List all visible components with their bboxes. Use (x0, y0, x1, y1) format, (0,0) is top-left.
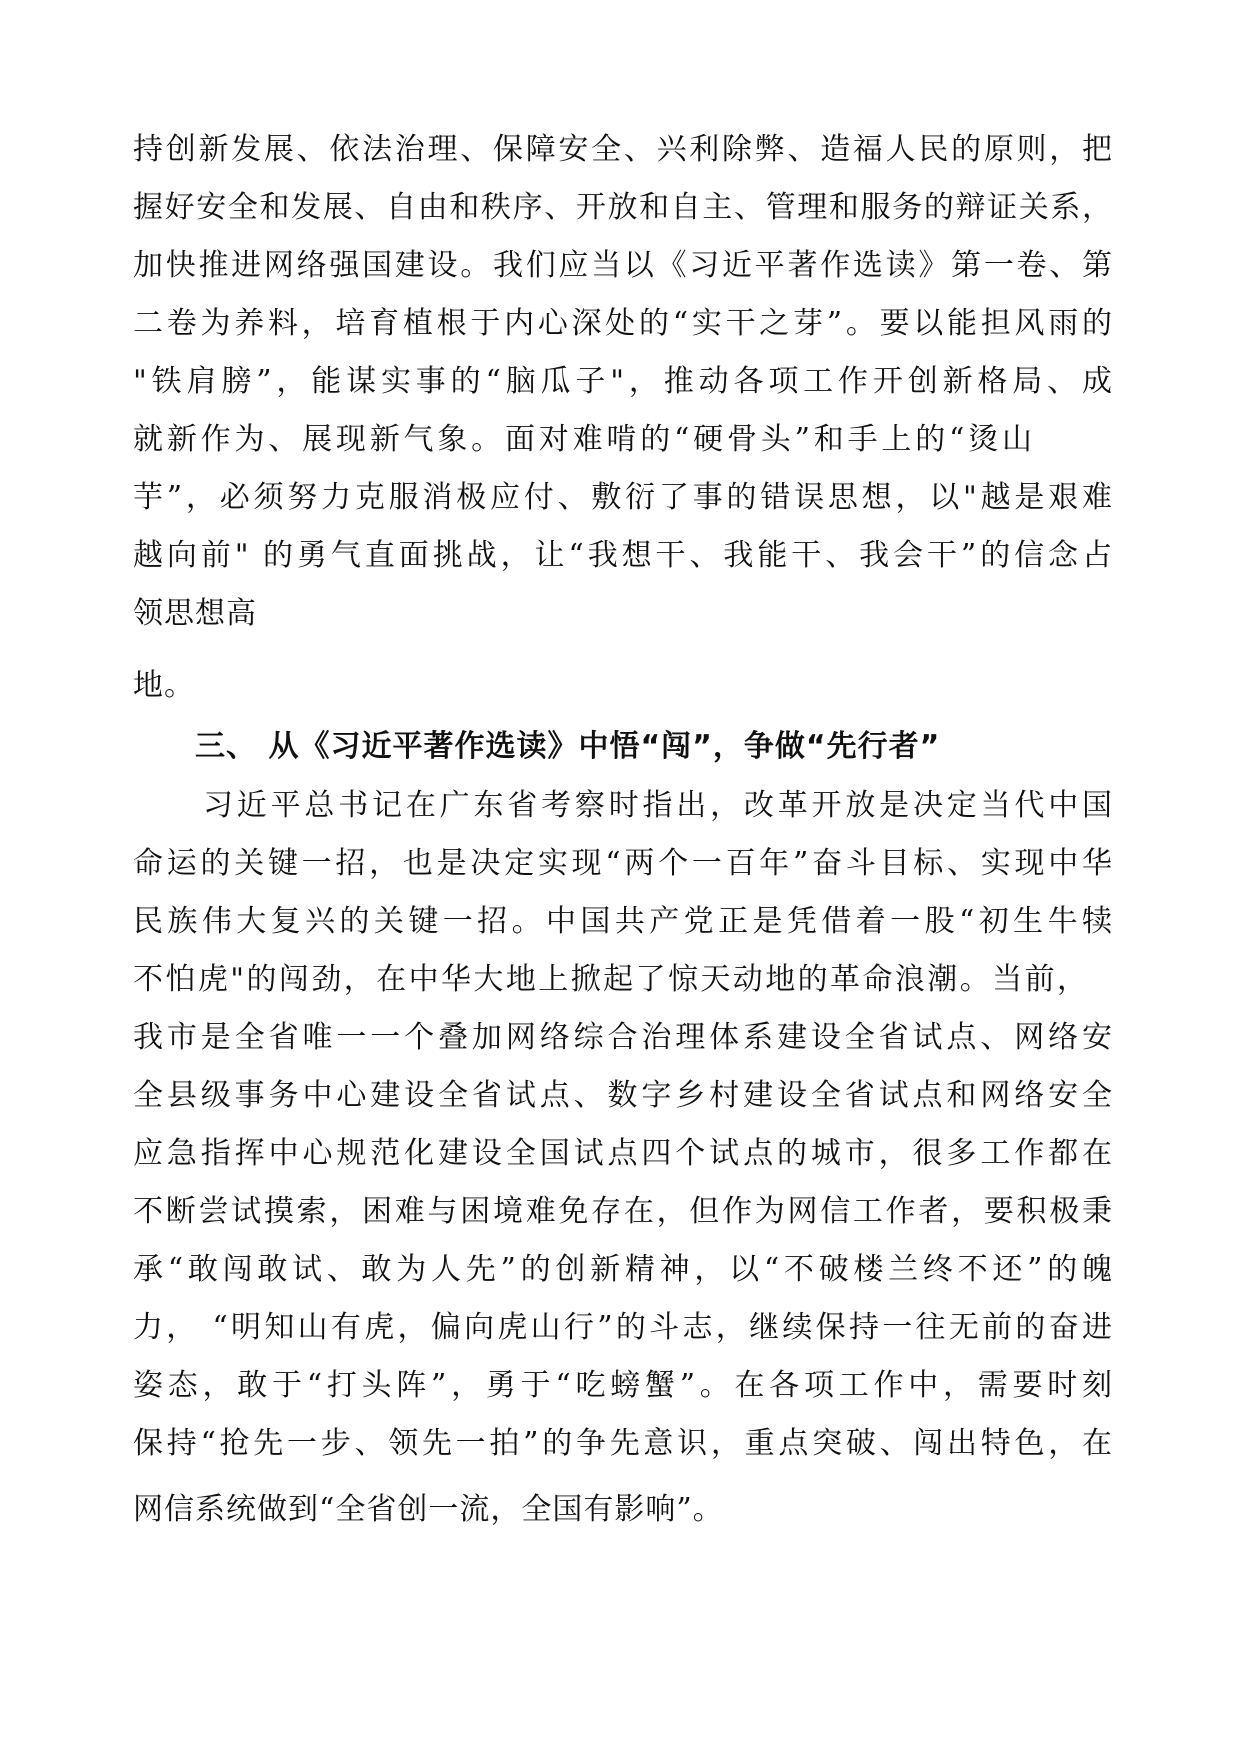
paragraph-2-line: 应急指挥中心规范化建设全国试点四个试点的城市，很多工作都在 (133, 1136, 1113, 1171)
paragraph-2-line: 网信系统做到“全省创一流，全国有影响”。 (133, 1492, 724, 1527)
paragraph-1-line: 领思想高 (133, 596, 257, 631)
paragraph-2-line: 民族伟大复兴的关键一招。中国共产党正是凭借着一股“初生牛犊 (133, 904, 1113, 939)
paragraph-1-line: 握好安全和发展、自由和秩序、开放和自主、管理和服务的辩证关系， (133, 190, 1113, 225)
paragraph-1-line: 就新作为、展现新气象。面对难啃的“硬骨头”和手上的“烫山 (133, 422, 1033, 457)
section-heading: 三、 从《习近平著作选读》中悟“闯”，争做“先行者” (195, 729, 941, 764)
paragraph-2-line: 承“敢闯敢试、敢为人先”的创新精神，以“不破楼兰终不还”的魄 (133, 1252, 1113, 1287)
paragraph-1-line: 芋”，必须努力克服消极应付、敷衍了事的错误思想，以"越是艰难 (133, 480, 1113, 515)
paragraph-2-line: 姿态，敢于“打头阵”，勇于“吃螃蟹”。在各项工作中，需要时刻 (133, 1368, 1113, 1403)
paragraph-1-line: "铁肩膀”，能谋实事的“脑瓜子"，推动各项工作开创新格局、成 (133, 364, 1113, 399)
paragraph-2-line: 全县级事务中心建设全省试点、数字乡村建设全省试点和网络安全 (133, 1078, 1113, 1113)
paragraph-1-line: 二卷为养料，培育植根于内心深处的“实干之芽”。要以能担风雨的 (133, 306, 1113, 341)
paragraph-2-line: 力， “明知山有虎，偏向虎山行”的斗志，继续保持一往无前的奋进 (133, 1310, 1113, 1345)
paragraph-1-line: 地。 (133, 668, 195, 703)
paragraph-2-line: 我市是全省唯一一个叠加网络综合治理体系建设全省试点、网络安 (133, 1020, 1113, 1055)
paragraph-2-line: 不怕虎"的闯劲，在中华大地上掀起了惊天动地的革命浪潮。当前， (133, 962, 1088, 997)
paragraph-2-line: 保持“抢先一步、领先一拍”的争先意识，重点突破、闯出特色，在 (133, 1426, 1113, 1461)
paragraph-2-line: 不断尝试摸索，困难与困境难免存在，但作为网信工作者，要积极秉 (133, 1194, 1113, 1229)
paragraph-1-line: 持创新发展、依法治理、保障安全、兴利除弊、造福人民的原则，把 (133, 132, 1113, 167)
paragraph-2-line: 命运的关键一招，也是决定实现“两个一百年”奋斗目标、实现中华 (133, 846, 1113, 881)
paragraph-1-line: 加快推进网络强国建设。我们应当以《习近平著作选读》第一卷、第 (133, 248, 1113, 283)
paragraph-2-line: 习近平总书记在广东省考察时指出，改革开放是决定当代中国 (203, 788, 1113, 823)
paragraph-1-line: 越向前" 的勇气直面挑战，让“我想干、我能干、我会干”的信念占 (133, 538, 1113, 573)
